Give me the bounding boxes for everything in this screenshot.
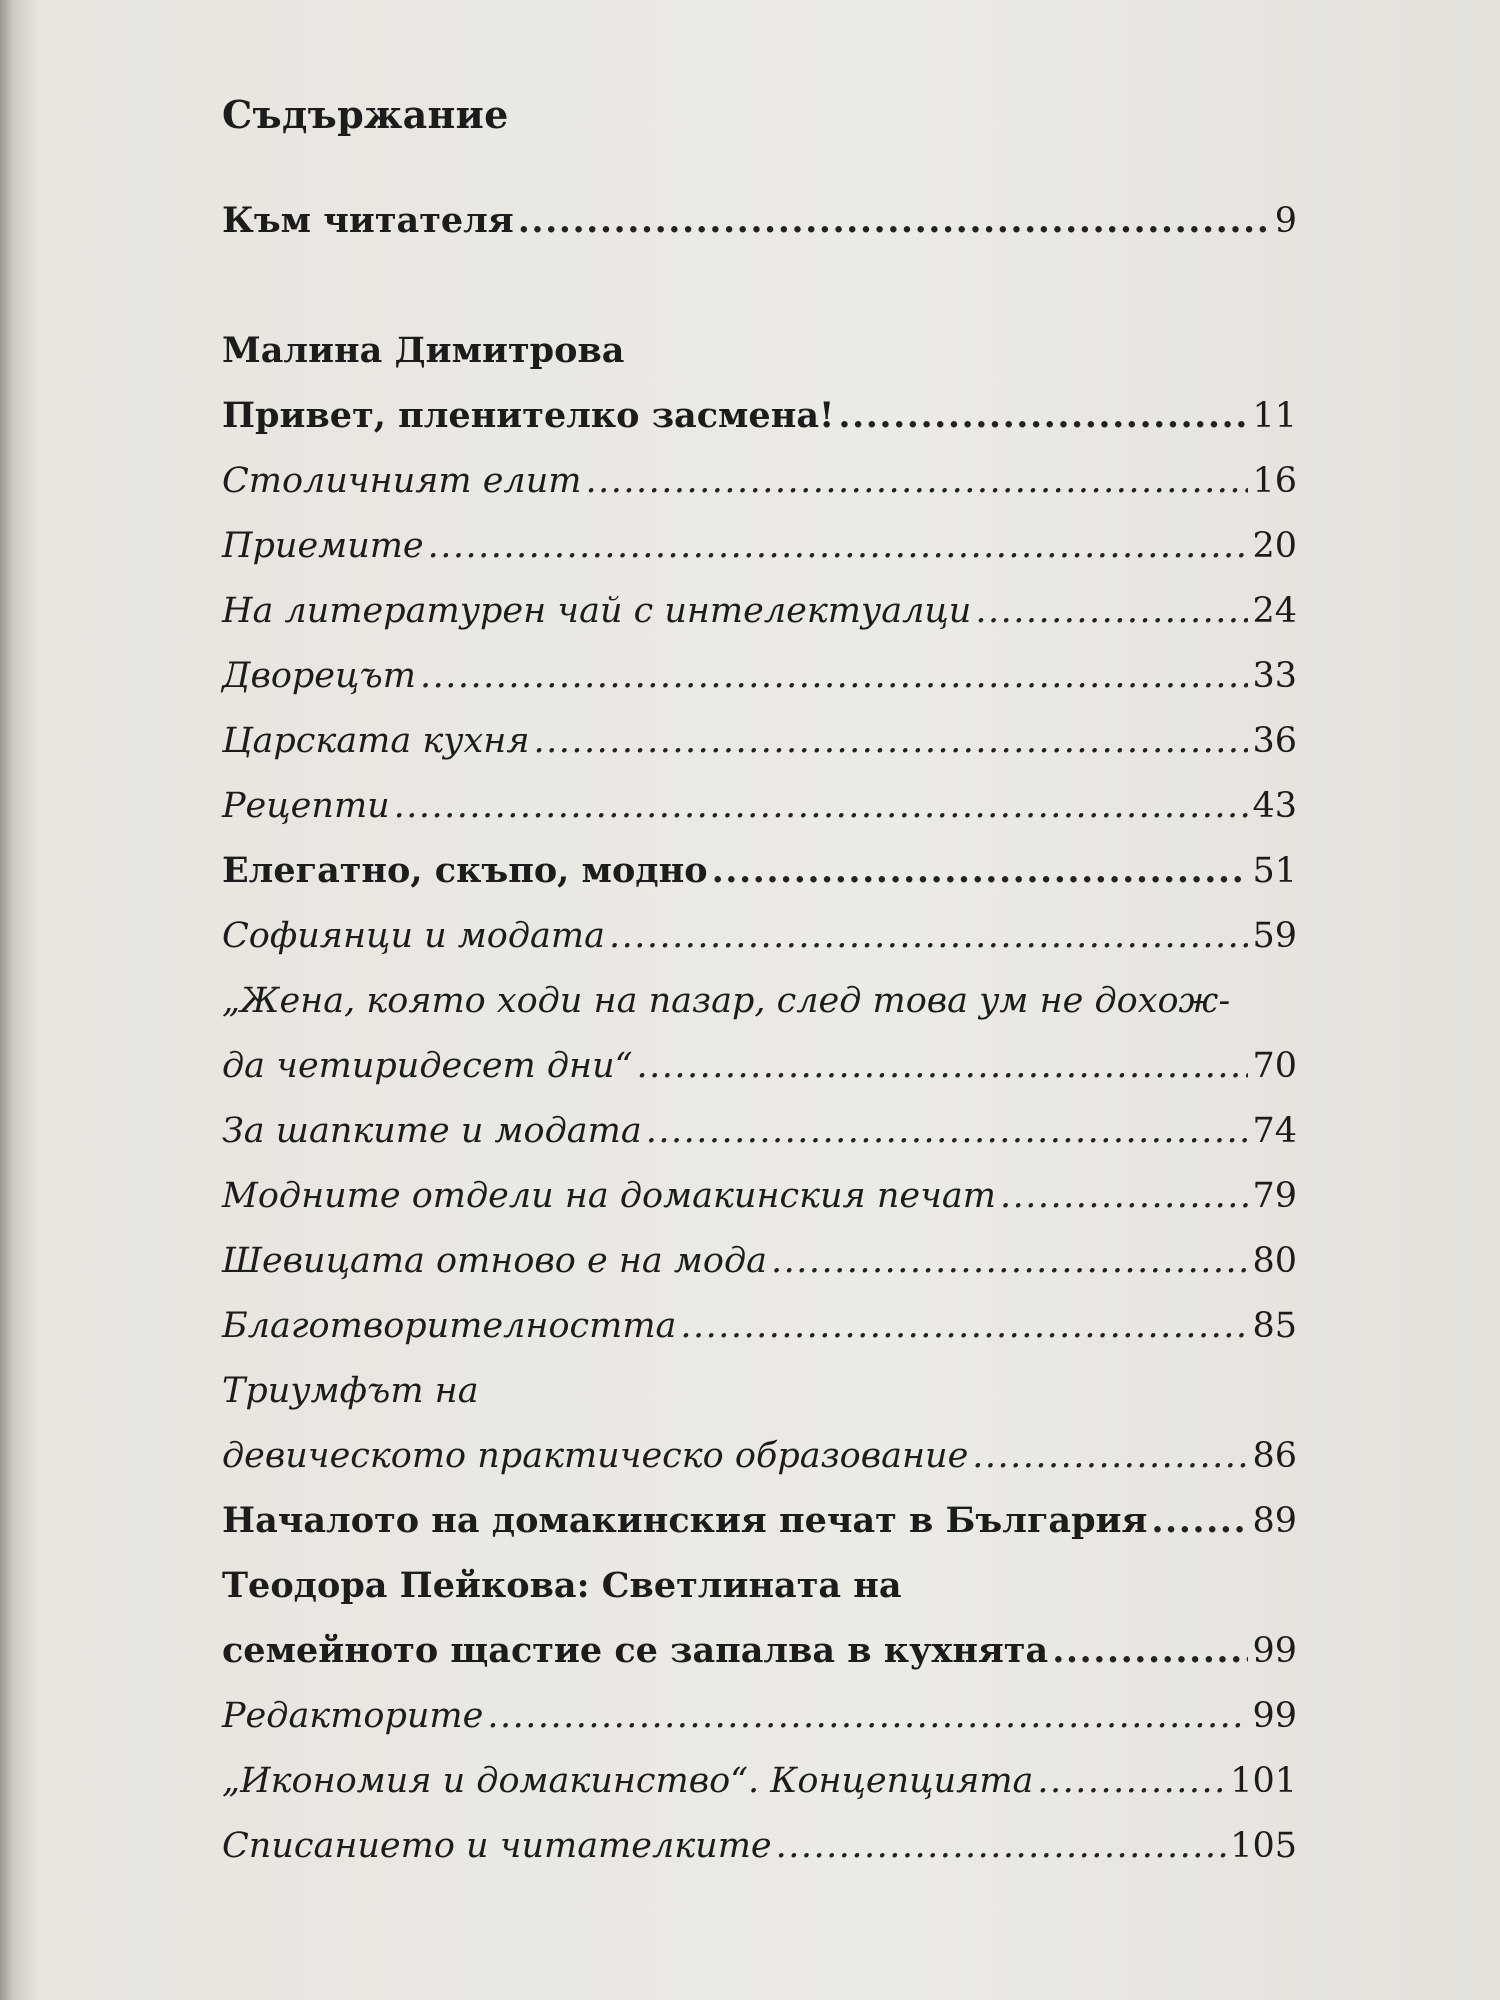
toc-entry-title: Приемите (222, 525, 424, 566)
dot-leader (1000, 1177, 1249, 1216)
toc-entry-title: Царската кухня (222, 720, 530, 761)
toc-entry (222, 1742, 1297, 1800)
toc-entry-title: Началото на домакинския печат в България (222, 1499, 1148, 1541)
toc-entry (222, 832, 1297, 890)
toc-entry-page-number: 101 (1230, 1760, 1297, 1801)
toc-entry-title: „Жена, която ходи на пазар, след това ум не дохож- (222, 980, 1231, 1021)
toc-entry (222, 572, 1297, 630)
dot-leader (975, 592, 1248, 631)
toc-entry (222, 507, 1297, 565)
dot-leader (1052, 1632, 1248, 1671)
dot-leader (680, 1307, 1248, 1346)
toc-entry (222, 897, 1297, 955)
toc-entry-page-number: 24 (1252, 590, 1297, 631)
dot-leader (428, 527, 1249, 566)
toc-entry (222, 1352, 1297, 1410)
toc-entry (222, 1092, 1297, 1150)
dot-leader (838, 397, 1248, 436)
dot-leader (518, 202, 1271, 241)
toc-entry-title: На литературен чай с интелектуалци (222, 590, 972, 631)
toc-entry-title: Софиянци и модата (222, 915, 605, 956)
toc-entry-title: Списанието и читателките (222, 1825, 772, 1866)
toc-entry (222, 962, 1297, 1020)
toc-entry-page-number: 105 (1230, 1825, 1297, 1866)
toc-entry-title: Редакторите (222, 1695, 484, 1736)
dot-leader (487, 1697, 1248, 1736)
dot-leader (637, 1047, 1249, 1086)
dot-leader (609, 917, 1248, 956)
toc-entry (222, 702, 1297, 760)
dot-leader (776, 1827, 1227, 1866)
toc-entry-page-number: 33 (1252, 655, 1297, 696)
toc-entry-title: Рецепти (222, 785, 390, 826)
toc-entry (222, 1157, 1297, 1215)
toc-entry-page-number: 11 (1252, 395, 1297, 436)
toc-entry-page-number: 59 (1252, 915, 1297, 956)
dot-leader (712, 852, 1249, 891)
toc-entry (222, 1287, 1297, 1345)
toc-entry-page-number: 86 (1252, 1435, 1297, 1476)
toc-entry (222, 182, 1297, 240)
toc-entry (222, 1612, 1297, 1670)
toc-entry-title: Столичният елит (222, 460, 582, 501)
toc-entry-title: „Икономия и домакинство“. Концепцията (222, 1760, 1034, 1801)
toc-entry-page-number: 51 (1252, 850, 1297, 891)
toc-entry-title: Елегатно, скъпо, модно (222, 849, 708, 891)
toc-entry-page-number: 80 (1252, 1240, 1297, 1281)
toc-entry-page-number: 89 (1252, 1500, 1297, 1541)
dot-leader (585, 462, 1248, 501)
dot-leader (420, 657, 1249, 696)
toc-entry-page-number: 70 (1252, 1045, 1297, 1086)
toc-entry (222, 1417, 1297, 1475)
dot-leader (972, 1437, 1248, 1476)
toc-entry-page-number: 99 (1252, 1695, 1297, 1736)
dot-leader (534, 722, 1249, 761)
toc-entry-title: За шапките и модата (222, 1110, 642, 1151)
toc-entry-title: Теодора Пейкова: Светлината на (222, 1564, 902, 1606)
dot-leader (1151, 1502, 1248, 1541)
toc-entry-title: Модните отдели на домакинския печат (222, 1175, 996, 1216)
toc-heading: Съдържание (222, 92, 509, 137)
toc-entry-title: Триумфът на (222, 1370, 479, 1411)
toc-entry-title: Към читателя (222, 199, 514, 241)
toc-entry (222, 312, 1297, 370)
toc-entry-title: девическото практическо образование (222, 1435, 969, 1476)
dot-leader (394, 787, 1249, 826)
toc-entry (222, 442, 1297, 500)
toc-entry (222, 637, 1297, 695)
toc-entry-title: Шевицата отново е на мода (222, 1240, 768, 1281)
toc-entry (222, 1547, 1297, 1605)
toc-entry (222, 377, 1297, 435)
toc-entry (222, 1807, 1297, 1865)
toc-entry (222, 1222, 1297, 1280)
toc-entry (222, 767, 1297, 825)
toc-entry-page-number: 43 (1252, 785, 1297, 826)
toc-entry-page-number: 36 (1252, 720, 1297, 761)
toc-entry-page-number: 74 (1252, 1110, 1297, 1151)
toc-entry-title: Благотворителността (222, 1305, 677, 1346)
toc-entry-title: Дворецът (222, 655, 416, 696)
toc-entry-title: Малина Димитрова (222, 329, 625, 371)
toc-entry-page-number: 16 (1252, 460, 1297, 501)
dot-leader (1037, 1762, 1226, 1801)
toc-entry-page-number: 9 (1274, 200, 1297, 241)
toc-entry (222, 1677, 1297, 1735)
toc-entry-page-number: 79 (1252, 1175, 1297, 1216)
toc-entry-page-number: 85 (1252, 1305, 1297, 1346)
dot-leader (771, 1242, 1248, 1281)
toc-entry-title: семейното щастие се запалва в кухнята (222, 1629, 1049, 1671)
toc-entry-title: Привет, пленителко засмена! (222, 394, 835, 436)
toc-entry-page-number: 99 (1252, 1630, 1297, 1671)
toc-entry (222, 1027, 1297, 1085)
toc-entry-page-number: 20 (1252, 525, 1297, 566)
dot-leader (646, 1112, 1249, 1151)
toc-entry-title: да четиридесет дни“ (222, 1045, 633, 1086)
toc-entry (222, 1482, 1297, 1540)
